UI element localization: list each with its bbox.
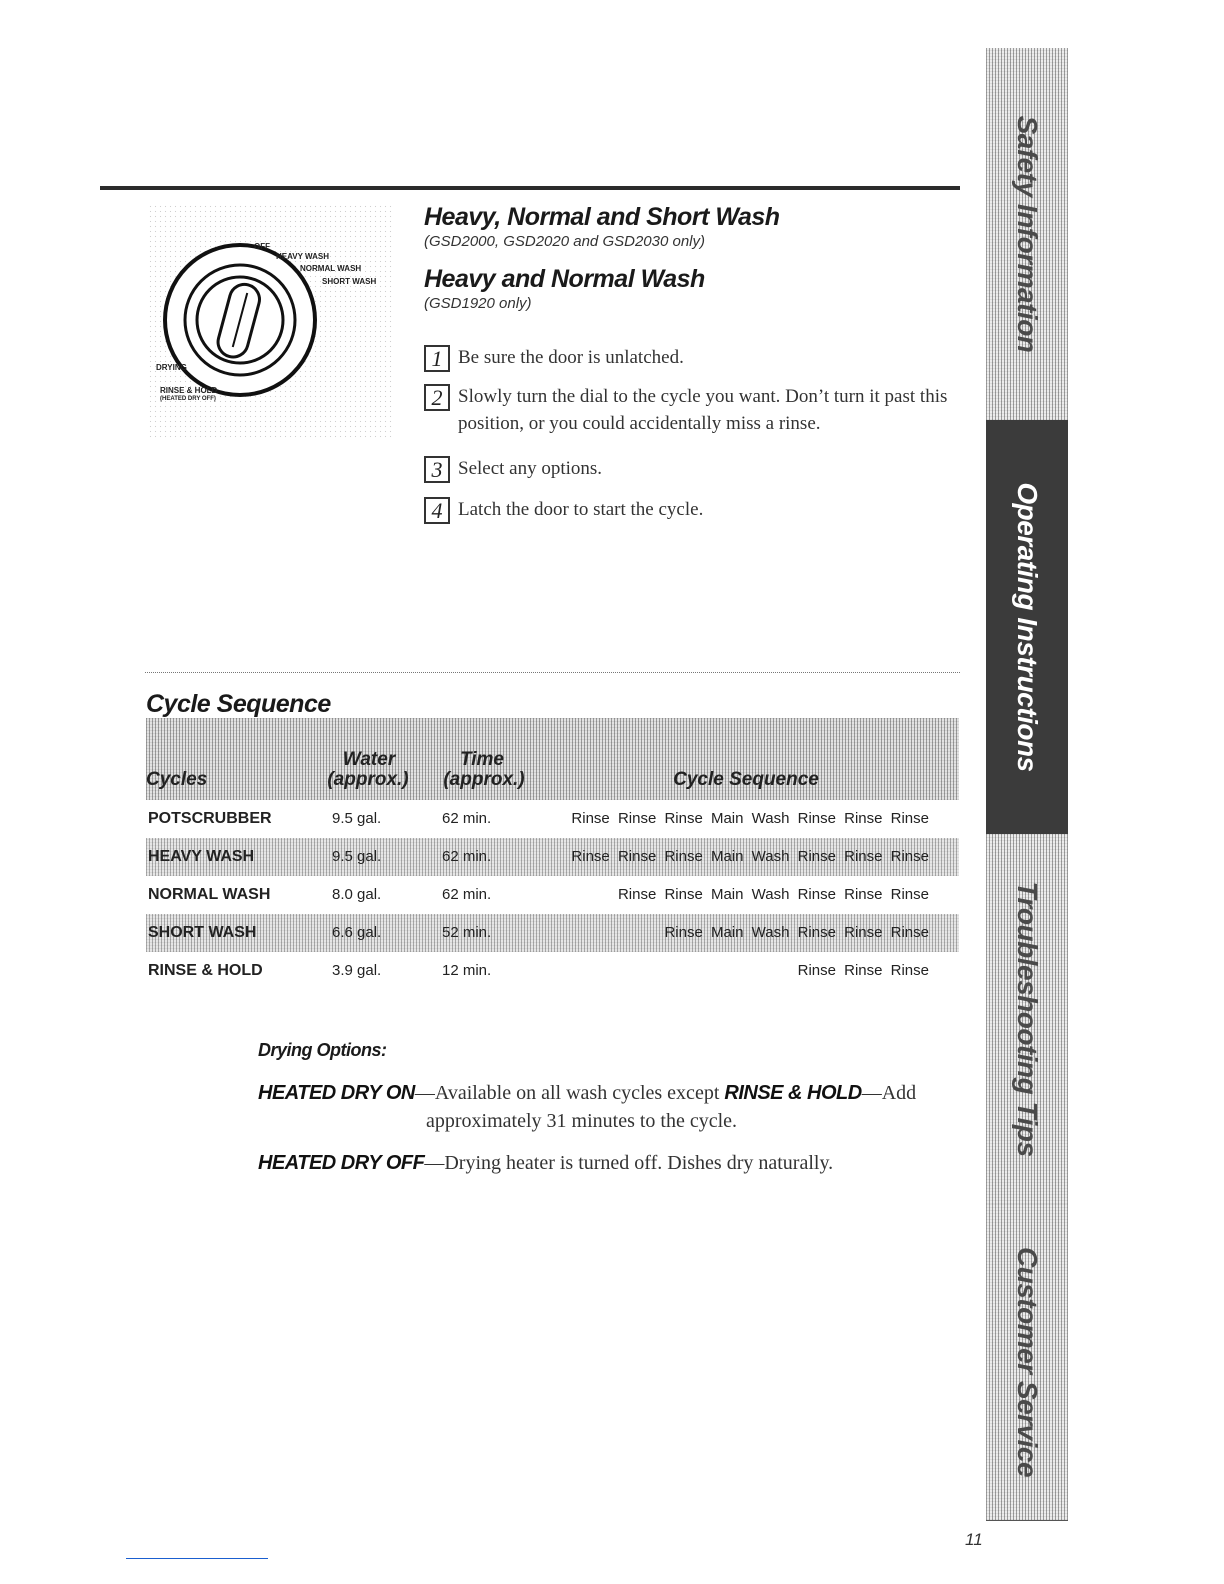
cycle-name: POTSCRUBBER: [148, 810, 272, 827]
wash-section: [424, 202, 964, 326]
dial-icon: [148, 204, 392, 440]
footer-line: [126, 1558, 268, 1559]
step-number-4: 4: [424, 497, 450, 524]
section-divider: [145, 672, 960, 673]
cycle-time: 12 min.: [442, 962, 492, 979]
tab-troubleshooting-tips[interactable]: [986, 834, 1068, 1205]
tab-operating-instructions[interactable]: [986, 420, 1068, 835]
header-water-approx: (approx.): [327, 769, 409, 790]
table-header: [146, 718, 959, 800]
dial-label-short-wash: SHORT WASH: [322, 277, 377, 286]
step-2: [424, 383, 958, 437]
step-text-2: Slowly turn the dial to the cycle you want. Don’t turn it past this position, or you could accidentally miss a rinse.: [458, 386, 948, 434]
cycle-steps: Rinse Rinse Rinse Main Wash Rinse Rinse Rinse: [571, 848, 929, 865]
step-3: [424, 455, 964, 482]
table-row: [146, 952, 959, 990]
tab-label: Customer Service: [1012, 1246, 1043, 1478]
heated-dry-on-paragraph: [258, 1079, 958, 1135]
dial-label-heated-dry-off: (HEATED DRY OFF): [160, 396, 216, 402]
heated-dry-on-text: —Available on all wash cycles except: [414, 1082, 725, 1104]
step-text-1: Be sure the door is unlatched.: [458, 347, 684, 368]
cycle-name: RINSE & HOLD: [148, 962, 263, 979]
step-number-2: 2: [424, 384, 450, 411]
dial-label-rinse-hold: RINSE & HOLD: [160, 386, 218, 395]
header-cycles: Cycles: [146, 769, 208, 790]
tab-safety-information[interactable]: [986, 48, 1068, 421]
tab-label: Safety Information: [1012, 115, 1043, 353]
wash-subtitle-1: (GSD2000, GSD2020 and GSD2030 only): [424, 233, 705, 250]
header-water: Water: [342, 749, 396, 770]
page-number: 11: [965, 1530, 983, 1549]
cycle-dial-illustration: [148, 204, 392, 440]
step-text-3: Select any options.: [458, 458, 603, 479]
wash-title-2: Heavy and Normal Wash: [424, 265, 705, 293]
tab-customer-service[interactable]: [986, 1204, 1068, 1521]
cycle-water: 6.6 gal.: [332, 924, 382, 941]
cycle-name: NORMAL WASH: [148, 886, 271, 903]
tab-label: Troubleshooting Tips: [1012, 881, 1043, 1157]
cycle-water: 8.0 gal.: [332, 886, 382, 903]
heated-dry-on-text-2: —Add: [861, 1082, 917, 1104]
cycle-name: SHORT WASH: [148, 924, 257, 941]
header-cycle-sequence: Cycle Sequence: [673, 769, 819, 790]
drying-options-title: Drying Options:: [258, 1040, 387, 1060]
step-1: [424, 344, 964, 371]
cycle-sequence-table: [146, 718, 959, 990]
dial-label-off: OFF: [254, 242, 270, 251]
cycle-water: 3.9 gal.: [332, 962, 382, 979]
dial-label-heavy-wash: HEAVY WASH: [276, 252, 330, 261]
cycle-time: 62 min.: [442, 886, 492, 903]
tab-label: Operating Instructions: [1012, 482, 1043, 772]
heated-dry-off-text: —Drying heater is turned off. Dishes dry naturally.: [424, 1152, 834, 1174]
top-rule: [100, 186, 960, 190]
wash-steps: [424, 344, 964, 537]
step-4: [424, 496, 964, 523]
heated-dry-off-paragraph: [258, 1149, 958, 1177]
table-row: [146, 876, 959, 914]
dial-label-normal-wash: NORMAL WASH: [300, 264, 362, 273]
step-number-1: 1: [424, 345, 450, 372]
heated-dry-on-text-3: approximately 31 minutes to the cycle.: [426, 1110, 738, 1132]
header-time: Time: [459, 749, 504, 770]
cycle-time: 62 min.: [442, 848, 492, 865]
cycle-sequence-title: Cycle Sequence: [146, 690, 331, 718]
cycle-steps: Rinse Rinse Main Wash Rinse Rinse Rinse: [617, 886, 929, 903]
cycle-name: HEAVY WASH: [148, 848, 255, 865]
rinse-hold-emphasis: RINSE & HOLD: [724, 1082, 862, 1104]
cycle-steps: Rinse Main Wash Rinse Rinse Rinse: [664, 924, 929, 941]
header-time-approx: (approx.): [443, 769, 525, 790]
wash-subtitle-2: (GSD1920 only): [424, 295, 532, 312]
step-text-4: Latch the door to start the cycle.: [458, 499, 704, 520]
cycle-time: 52 min.: [442, 924, 492, 941]
dial-label-drying: DRYING: [156, 363, 187, 372]
cycle-water: 9.5 gal.: [332, 810, 382, 827]
step-number-3: 3: [424, 456, 450, 483]
cycle-time: 62 min.: [442, 810, 492, 827]
heated-dry-on-heading: HEATED DRY ON: [258, 1082, 415, 1104]
table-row: [146, 914, 959, 952]
drying-options: [258, 1040, 958, 1191]
cycle-steps: Rinse Rinse Rinse Main Wash Rinse Rinse Rinse: [571, 810, 929, 827]
cycle-water: 9.5 gal.: [332, 848, 382, 865]
cycle-steps: Rinse Rinse Rinse: [797, 962, 929, 979]
section-tabs: [986, 48, 1068, 1520]
heated-dry-off-heading: HEATED DRY OFF: [258, 1152, 425, 1174]
table-row: [146, 800, 959, 838]
table-row: [146, 838, 959, 876]
wash-title-1: Heavy, Normal and Short Wash: [424, 203, 780, 231]
